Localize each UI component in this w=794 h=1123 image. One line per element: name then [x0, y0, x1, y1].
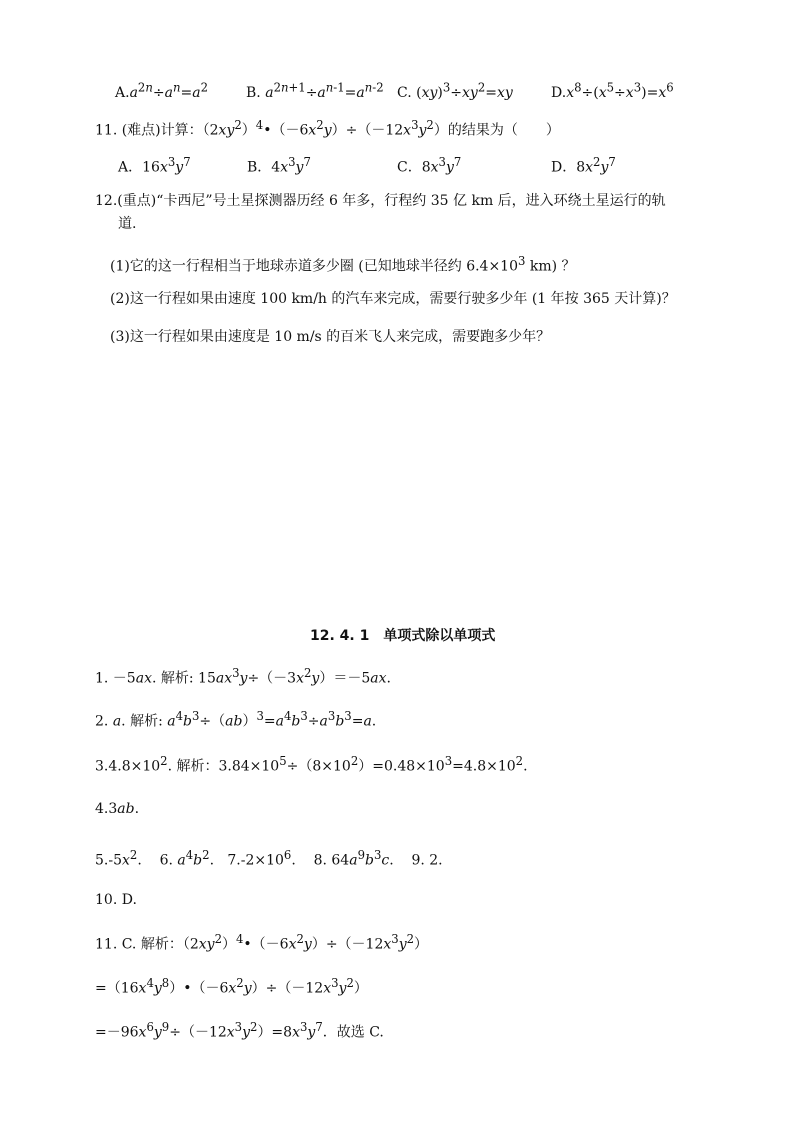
- q12-sub2: (2)这一行程如果由速度 100 km/h 的汽车来完成，需要行驶多少年 (1 年按 365 天计算)？: [110, 291, 676, 307]
- q11-stem: 11. (难点)计算：$(2xy^2)^4•(-6x^2y)\div(-12x^3y^2)$的结果为（ ）: [95, 118, 560, 139]
- q12-sub1: (1)它的这一行程相当于地球赤道多少圈 (已知地球半径约 $6.4\times 10^3$ km) ？: [110, 254, 576, 275]
- answer-2: 2. a. 解析: $a^4b^3\div(ab)^3=a^4b^3\div a^3b^3=a$.: [95, 709, 377, 730]
- q12-stem-line1: 12.(重点)“卡西尼”号土星探测器历经 6 年多，行程约 35 亿 km 后，进入环绕土星运行的轨: [95, 193, 666, 209]
- answer-1: 1. －5ax. 解析: $15ax^3y\div(-3x^2y)=-5ax$.: [95, 666, 391, 687]
- q10-option-c: C. $(xy)^3\div xy^2=xy$: [397, 80, 513, 101]
- q12-sub3: (3)这一行程如果由速度是 10 m/s 的百米飞人来完成，需要跑多少年？: [110, 329, 551, 345]
- q10-option-a: [115, 78, 208, 102]
- q11-option-d: D．$8x^2y^7$: [551, 155, 616, 176]
- q12-stem-line2: 道.: [118, 216, 137, 232]
- q11-option-c: C．$8x^3y^7$: [397, 155, 462, 176]
- q10-option-d: $D.x^8\div(x^5\div x^3)=x^6$: [551, 80, 674, 101]
- answer-10: 10. D.: [95, 892, 137, 908]
- answer-11: 11. C. 解析：$(2xy^2)^4•(-6x^2y)\div(-12x^3y^2)$: [95, 932, 429, 953]
- answer-11-step2: $=(16x^4y^8)•(-6x^2y)\div(-12x^3y^2)$: [95, 976, 368, 997]
- answers-title: 12. 4. 1 单项式除以单项式: [310, 628, 496, 644]
- answer-5-9: $5.-5x^2$. 6. $a^4b^2$. $7.-2\times 10^6$. 8. $64a^9b^3c$. 9. 2.: [95, 848, 443, 869]
- answer-4: 4.3ab.: [95, 801, 140, 817]
- q10-option-b: B. $a^{2n+1}\div a^{n-1}=a^{n-2}$: [246, 80, 384, 101]
- q11-option-b: B．$4x^3y^7$: [247, 155, 311, 176]
- answer-3: $3.4.8\times 10^2$. 解析：$3.84\times 10^5\div(8\times 10^2)=0.48\times 10^3=4.8\times 10^2$.: [95, 754, 528, 775]
- q10-option-a-text: $A.a^{2n}\div a^n=a^2$: [115, 80, 208, 101]
- answer-11-step3: $=-96x^6y^9\div(-12x^3y^2)=8x^3y^7$．故选 C.: [95, 1020, 384, 1041]
- q11-option-a: A．$16x^3y^7$: [118, 155, 191, 176]
